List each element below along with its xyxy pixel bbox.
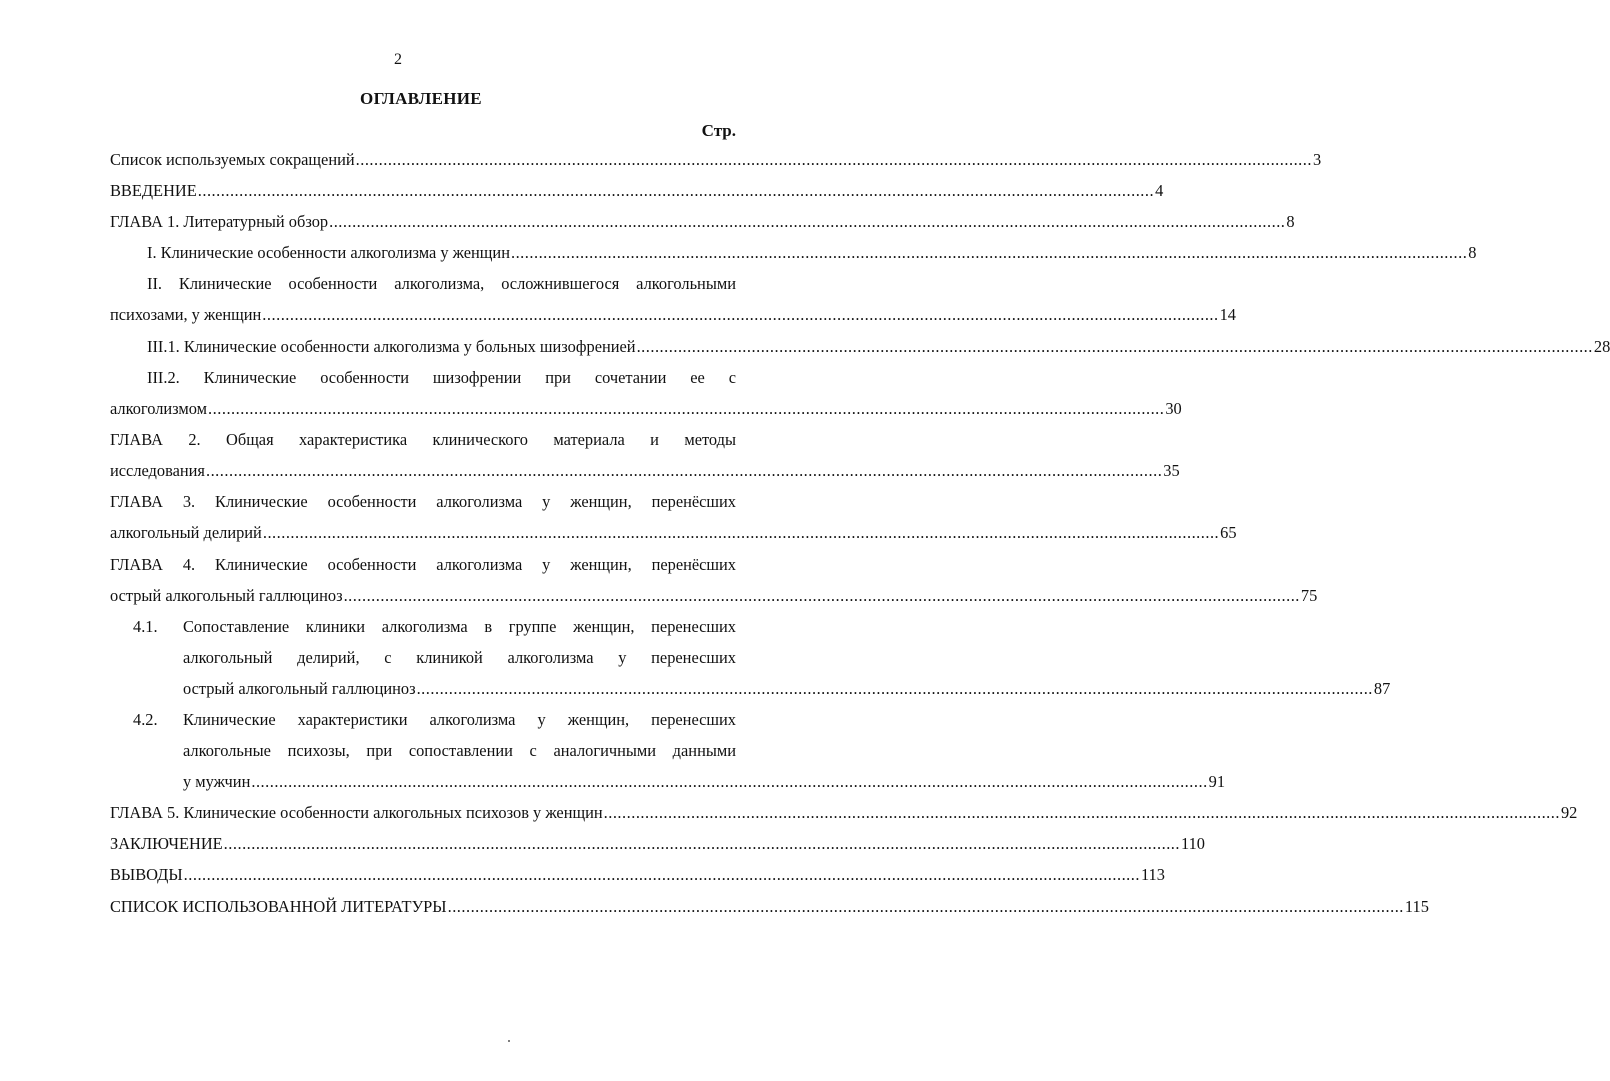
toc-entry-text: ГЛАВА 1. Литературный обзор [110, 212, 329, 231]
toc-entry-text: ВВЕДЕНИЕ [110, 181, 197, 200]
toc-entry-chapter-2-line1: ГЛАВА 2. Общая характеристика клинического материала и методы [110, 430, 736, 449]
toc-entry-section-4-1-line2: алкогольный делирий, с клиникой алкоголизма у перенесших [183, 648, 736, 667]
toc-leader: ................................................................................................................................................................................................................ [603, 803, 1560, 822]
toc-page-number: 65 [1220, 523, 1237, 542]
toc-entry-section-1-1 [147, 243, 1477, 263]
toc-entry-introduction [110, 181, 1164, 201]
toc-entry-chapter-3-line2 [110, 523, 1237, 543]
toc-leader: ................................................................................................................................................................................................................ [343, 586, 1300, 605]
toc-page-number: 3 [1312, 150, 1322, 169]
toc-entry-text: I. Клинические особенности алкоголизма у женщин [147, 243, 510, 262]
toc-leader: ................................................................................................................................................................................................................ [262, 305, 1219, 324]
toc-entry-text: ВЫВОДЫ [110, 865, 183, 884]
toc-page-number: 14 [1219, 305, 1236, 324]
toc-entry-text: СПИСОК ИСПОЛЬЗОВАННОЙ ЛИТЕРАТУРЫ [110, 897, 447, 916]
toc-page-number: 8 [1286, 212, 1295, 231]
toc-page-number: 35 [1163, 461, 1180, 480]
toc-leader: ................................................................................................................................................................................................................ [636, 337, 1593, 356]
toc-leader: ................................................................................................................................................................................................................ [262, 523, 1220, 542]
toc-entry-text: алкогольный делирий [110, 523, 262, 542]
toc-entry-section-4-2-line3 [183, 772, 1226, 792]
toc-page-number: 75 [1300, 586, 1318, 605]
toc-entry-chapter-3-line1: ГЛАВА 3. Клинические особенности алкоголизма у женщин, перенёсших [110, 492, 736, 511]
page-number: 2 [394, 51, 402, 68]
toc-page-number: 28 [1593, 337, 1610, 356]
toc-entry-abbreviations [110, 150, 1322, 170]
toc-entry-section-1-3-2-line1: III.2. Клинические особенности шизофрении при сочетании ее с [147, 368, 736, 387]
toc-entry-section-1-2-line1: II. Клинические особенности алкоголизма, осложнившегося алкогольными [147, 274, 736, 293]
page-column-label: Стр. [701, 121, 736, 140]
toc-page-number: 113 [1140, 865, 1165, 884]
toc-page-number: 92 [1560, 803, 1578, 822]
toc-entry-chapter-5 [110, 803, 1578, 823]
toc-entry-section-4-2-line2: алкогольные психозы, при сопоставлении с аналогичными данными [183, 741, 736, 760]
toc-entry-text: острый алкогольный галлюциноз [183, 679, 416, 698]
toc-entry-text: исследования [110, 461, 205, 480]
toc-leader: ................................................................................................................................................................................................................ [197, 181, 1155, 200]
toc-entry-section-4-1-line3 [183, 679, 1391, 699]
toc-leader: ................................................................................................................................................................................................................ [329, 212, 1286, 231]
toc-entry-text: алкоголизмом [110, 399, 208, 418]
toc-entry-conclusion [110, 834, 1205, 854]
toc-entry-text: ЗАКЛЮЧЕНИЕ [110, 834, 223, 853]
toc-entry-chapter-1 [110, 212, 1295, 232]
toc-leader: ................................................................................................................................................................................................................ [208, 399, 1165, 418]
toc-page-number: 4 [1155, 181, 1164, 200]
toc-leader: ................................................................................................................................................................................................................ [205, 461, 1163, 480]
toc-entry-section-4-1-line1: Сопоставление клиники алкоголизма в группе женщин, перенесших [183, 617, 736, 636]
toc-subsection-number: 4.2. [133, 710, 158, 729]
toc-subsection-number: 4.1. [133, 617, 158, 636]
toc-page-number: 87 [1373, 679, 1391, 698]
toc-leader: ................................................................................................................................................................................................................ [183, 865, 1140, 884]
toc-leader: ................................................................................................................................................................................................................ [251, 772, 1208, 791]
toc-page-number: 115 [1404, 897, 1429, 916]
toc-leader: ................................................................................................................................................................................................................ [223, 834, 1180, 853]
toc-entry-text: острый алкогольный галлюциноз [110, 586, 343, 605]
toc-leader: ................................................................................................................................................................................................................ [416, 679, 1373, 698]
toc-entry-chapter-4-line2 [110, 586, 1318, 606]
page-title: ОГЛАВЛЕНИЕ [360, 89, 482, 108]
toc-entry-text: психозами, у женщин [110, 305, 262, 324]
toc-entry-text: ГЛАВА 5. Клинические особенности алкогольных психозов у женщин [110, 803, 603, 822]
toc-leader: ................................................................................................................................................................................................................ [447, 897, 1404, 916]
toc-page-number: 91 [1208, 772, 1226, 791]
toc-leader: ................................................................................................................................................................................................................ [355, 150, 1312, 169]
toc-entry-references [110, 897, 1429, 917]
toc-entry-section-1-3-2-line2 [110, 399, 1182, 419]
toc-page-number: 30 [1165, 399, 1182, 418]
toc-entry-section-1-3-1 [147, 337, 1610, 357]
toc-entry-text: у мужчин [183, 772, 251, 791]
toc-leader: ................................................................................................................................................................................................................ [510, 243, 1468, 262]
scan-speck [508, 1040, 510, 1042]
toc-entry-chapter-4-line1: ГЛАВА 4. Клинические особенности алкоголизма у женщин, перенёсших [110, 555, 736, 574]
toc-entry-text: Список используемых сокращений [110, 150, 355, 169]
toc-page-number: 110 [1180, 834, 1205, 853]
toc-entry-section-1-2-line2 [110, 305, 1236, 325]
toc-entry-chapter-2-line2 [110, 461, 1180, 481]
toc-entry-section-4-2-line1: Клинические характеристики алкоголизма у женщин, перенесших [183, 710, 736, 729]
toc-page-number: 8 [1468, 243, 1477, 262]
toc-entry-findings [110, 865, 1165, 885]
toc-entry-text: III.1. Клинические особенности алкоголизма у больных шизофренией [147, 337, 636, 356]
